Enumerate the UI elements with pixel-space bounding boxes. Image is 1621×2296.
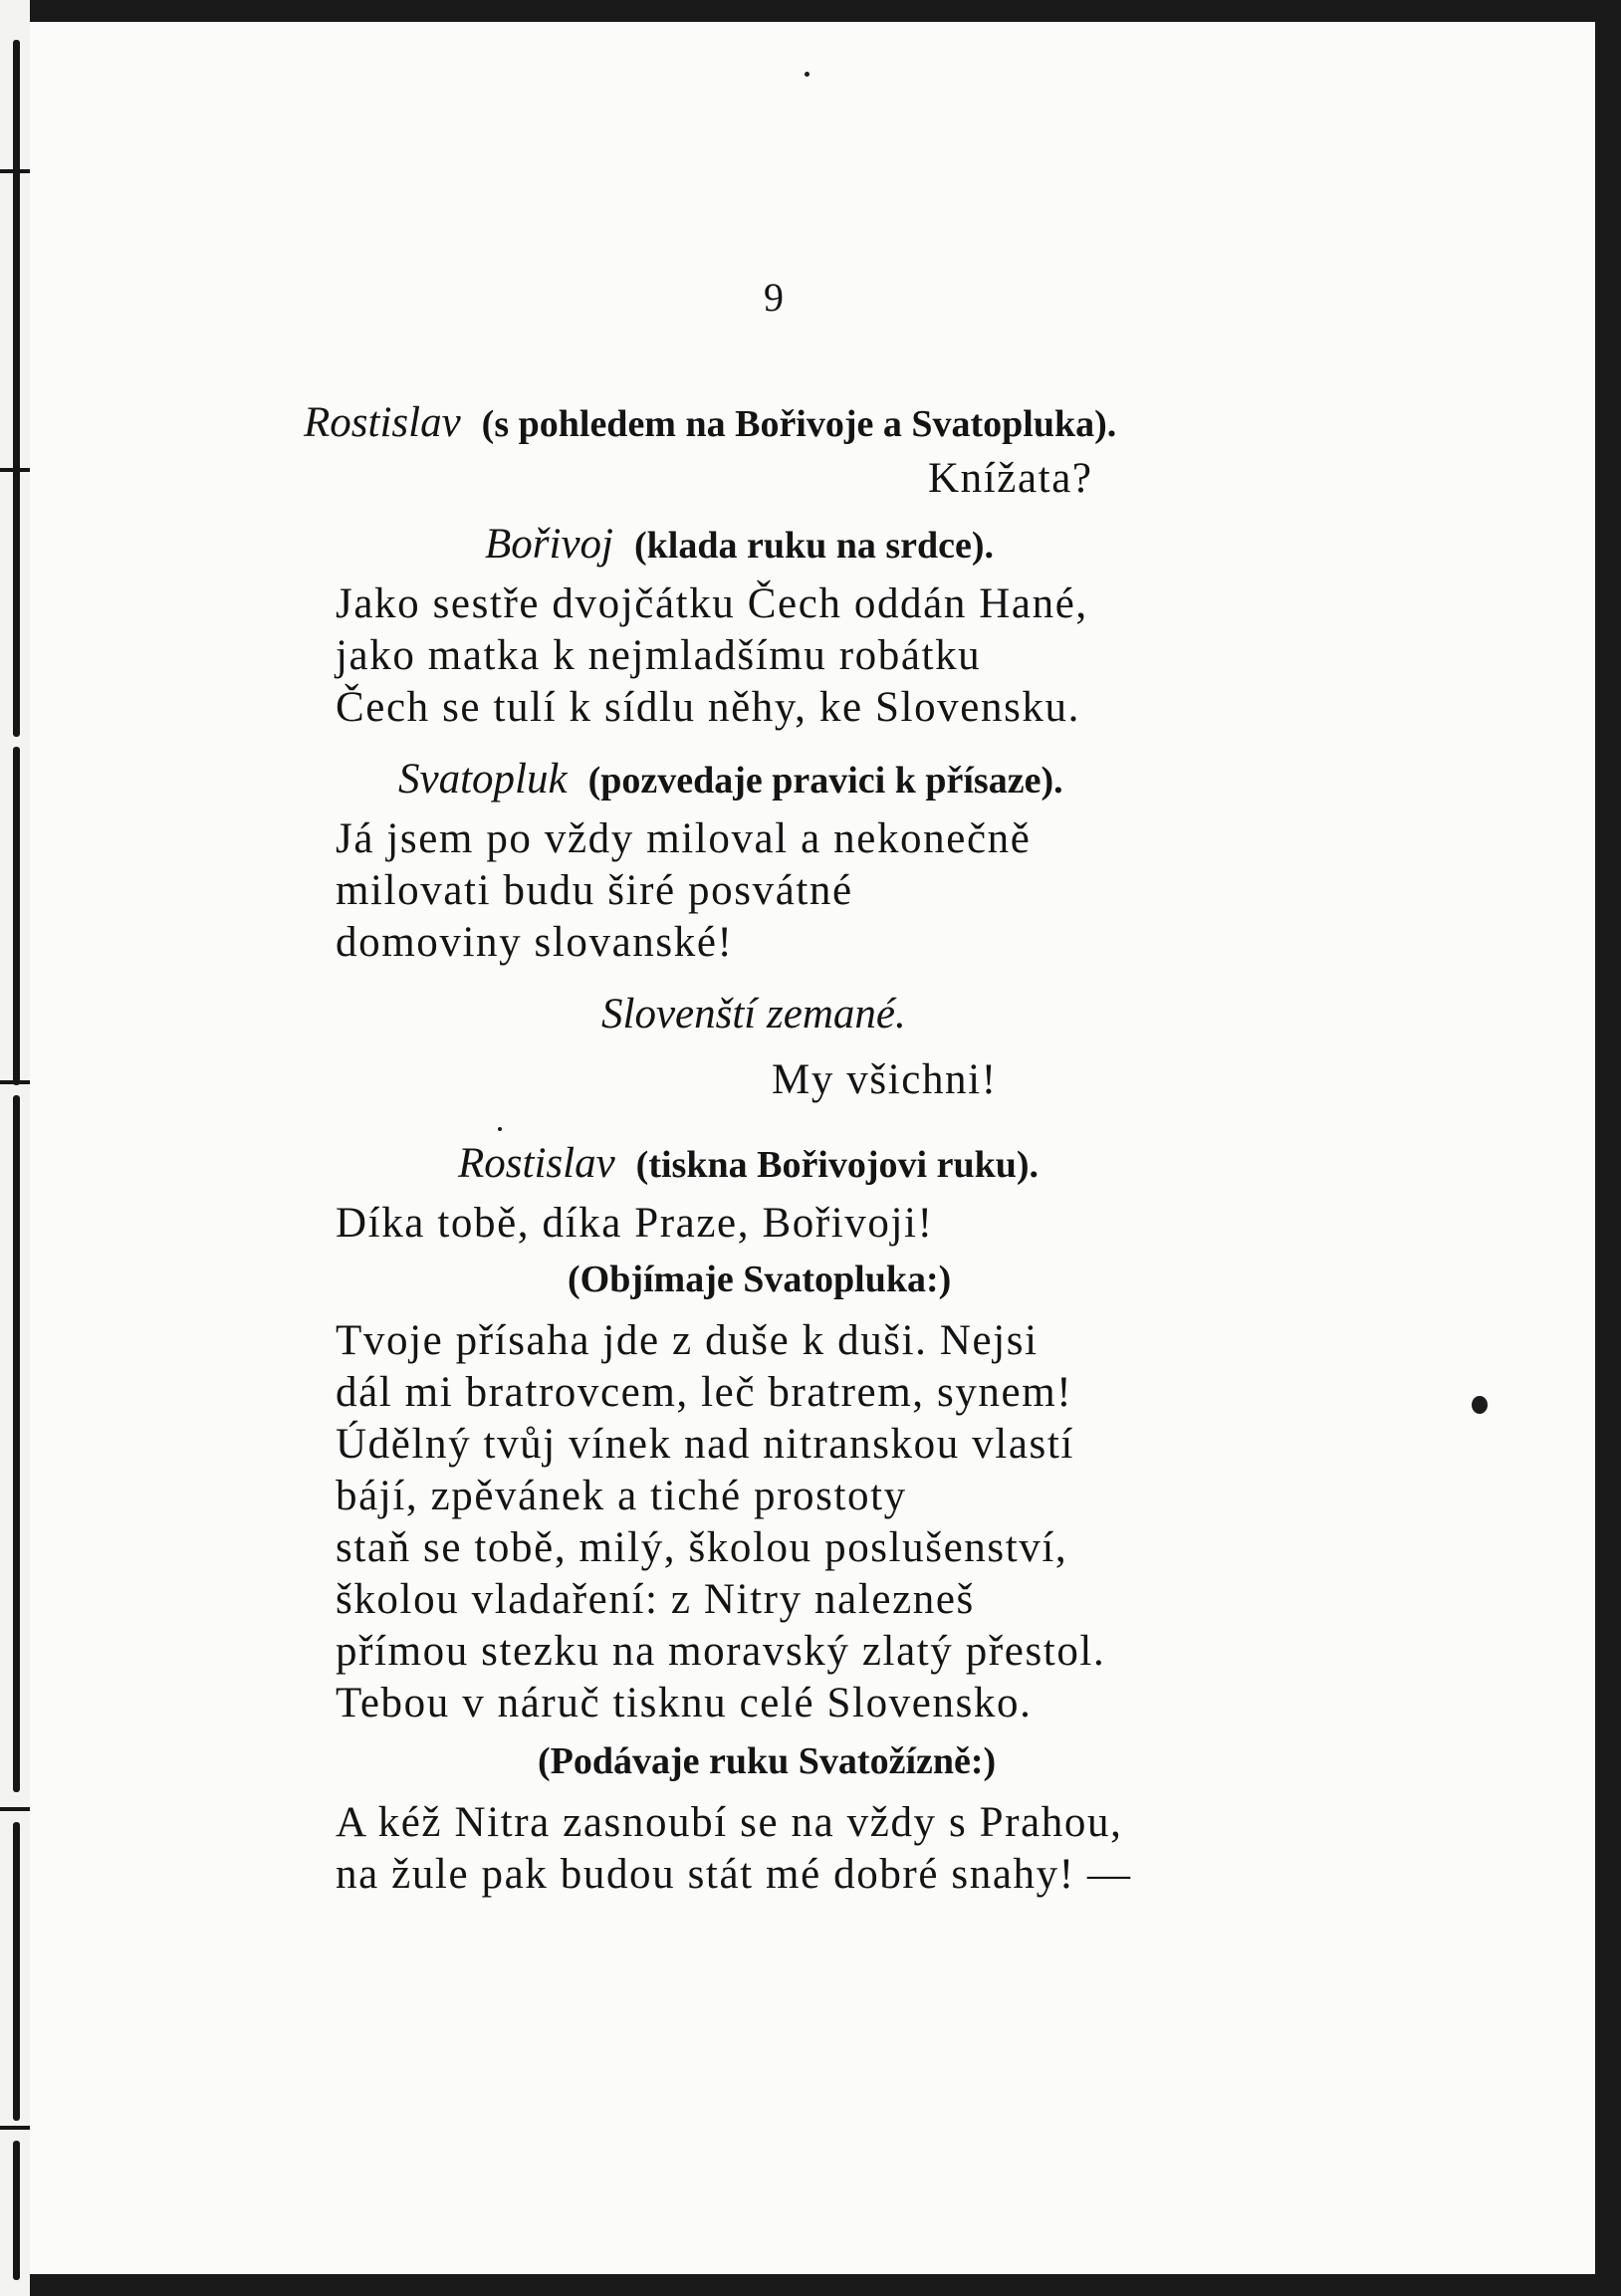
verse-line: Údělný tvůj vínek nad nitranskou vlastí <box>336 1421 1074 1468</box>
binding-mark <box>0 2126 30 2130</box>
verse-line: na žule pak budou stát mé dobré snahy! — <box>336 1851 1132 1898</box>
speaker-name: Slovenští zemané. <box>601 991 906 1037</box>
stage-direction: (klada ruku na srdce). <box>633 525 995 567</box>
speaker-line <box>458 1139 1039 1190</box>
verse-line: staň se tobě, milý, školou poslušenství, <box>336 1524 1068 1571</box>
verse-line: Jako sestře dvojčátku Čech oddán Hané, <box>336 580 1088 627</box>
binding-mark <box>0 1080 30 1084</box>
verse-line: školou vladaření: z Nitry nalezneš <box>336 1576 975 1623</box>
binding-stitch <box>13 747 20 1085</box>
binding-mark <box>0 468 30 472</box>
verse-line: Tvoje přísaha jde z duše k duši. Nejsi <box>336 1317 1039 1364</box>
page-binding-edge <box>0 0 30 2296</box>
verse-line: A kéž Nitra zasnoubí se na vždy s Prahou, <box>336 1799 1123 1846</box>
speaker-line <box>304 398 1116 449</box>
ink-speck <box>498 1127 502 1131</box>
speaker-line <box>398 755 1063 805</box>
ink-speck <box>805 72 810 77</box>
stage-direction: (pozvedaje pravici k přísaze). <box>587 760 1063 802</box>
verse-line: Tebou v náruč tisknu celé Slovensko. <box>336 1680 1033 1726</box>
speaker-name: Rostislav <box>458 1140 615 1187</box>
ink-spot <box>1472 1396 1488 1414</box>
page-number: 9 <box>764 275 784 320</box>
verse-line: Díka tobě, díka Praze, Bořivoji! <box>336 1200 934 1247</box>
verse-line: bájí, zpěvánek a tiché prostoty <box>336 1473 907 1519</box>
speaker-name: Rostislav <box>304 399 461 446</box>
stage-direction: (tiskna Bořivojovi ruku). <box>635 1144 1039 1186</box>
stage-direction: (Objímaje Svatopluka:) <box>568 1259 952 1300</box>
verse-line: jako matka k nejmladšímu robátku <box>336 632 982 679</box>
verse-line: My všichni! <box>772 1056 998 1103</box>
speaker-line <box>601 990 906 1039</box>
binding-stitch <box>13 1822 20 2121</box>
binding-stitch <box>13 2141 20 2280</box>
stage-direction: (Podávaje ruku Svatožízně:) <box>538 1740 997 1782</box>
verse-line: dál mi bratrovcem, leč bratrem, synem! <box>336 1369 1073 1416</box>
verse-line: domoviny slovanské! <box>336 919 734 966</box>
binding-mark <box>0 1807 30 1811</box>
verse-line: Já jsem po vždy miloval a nekonečně <box>336 815 1032 862</box>
speaker-line <box>485 520 994 571</box>
binding-stitch <box>13 40 20 737</box>
book-page <box>30 22 1595 2274</box>
stage-direction: (s pohledem na Bořivoje a Svatopluka). <box>481 403 1117 445</box>
speaker-name: Svatopluk <box>398 756 568 803</box>
verse-line: Knížata? <box>928 455 1093 502</box>
verse-line: milovati budu širé posvátné <box>336 867 853 914</box>
verse-line: přímou stezku na moravský zlatý přestol. <box>336 1628 1106 1675</box>
verse-line: Čech se tulí k sídlu něhy, ke Slovensku. <box>336 684 1080 731</box>
binding-stitch <box>13 1095 20 1792</box>
binding-mark <box>0 169 30 173</box>
speaker-name: Bořivoj <box>485 521 613 568</box>
